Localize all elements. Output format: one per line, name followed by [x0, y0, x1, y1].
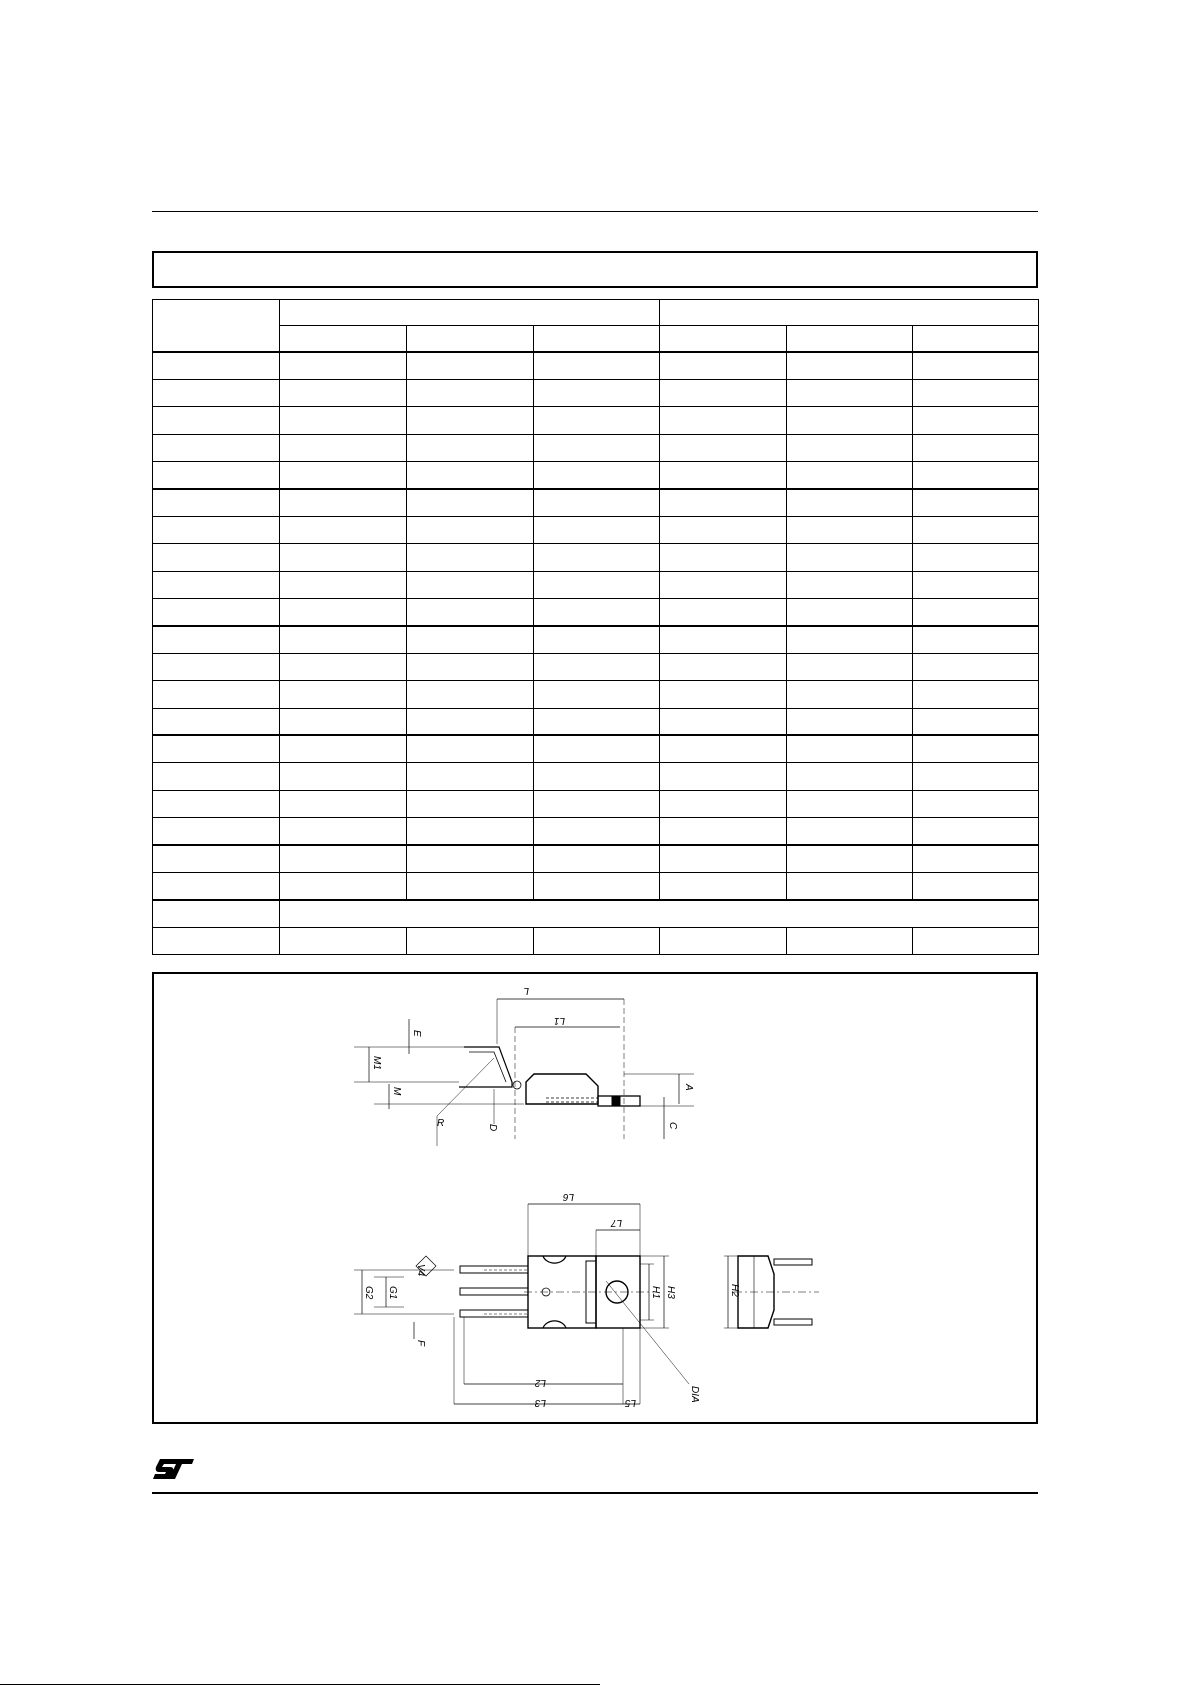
header-cell: [660, 326, 787, 352]
st-logo: [152, 1458, 196, 1485]
table-cell: [913, 489, 1039, 516]
table-cell: [280, 544, 407, 571]
table-cell: [534, 352, 660, 379]
table-cell: [534, 790, 660, 817]
table-cell: [534, 735, 660, 762]
table-cell: [787, 626, 913, 653]
table-row: [153, 571, 1039, 598]
table-cell: [660, 352, 787, 379]
table-cell: [913, 599, 1039, 626]
table-cell: [280, 434, 407, 461]
table-cell: [407, 872, 534, 899]
table-header-row-2: [153, 326, 1039, 352]
table-cell: [913, 708, 1039, 735]
label-A: A: [683, 1084, 694, 1091]
table-cell: [913, 818, 1039, 845]
table-cell: [660, 790, 787, 817]
table-cell: [660, 872, 787, 899]
table-cell: [280, 489, 407, 516]
table-cell: [153, 763, 280, 790]
table-cell: [787, 681, 913, 708]
table-row: [153, 653, 1039, 680]
table-cell: [534, 763, 660, 790]
table-cell: [787, 845, 913, 872]
table-cell: [280, 927, 407, 954]
header-cell: [913, 326, 1039, 352]
table-row: [153, 626, 1039, 653]
table-cell: [913, 872, 1039, 899]
table-cell: [407, 626, 534, 653]
label-M1: M1: [371, 1056, 382, 1070]
table-cell: [153, 571, 280, 598]
table-cell: [660, 571, 787, 598]
table-cell: [280, 516, 407, 543]
table-cell: [660, 735, 787, 762]
header-cell: [280, 326, 407, 352]
table-cell: [787, 352, 913, 379]
table-cell: [913, 544, 1039, 571]
table-cell: [534, 626, 660, 653]
table-cell: [280, 599, 407, 626]
label-L3: L3: [534, 1397, 546, 1408]
table-cell: [280, 845, 407, 872]
table-cell: [787, 516, 913, 543]
table-cell: [153, 927, 280, 954]
table-cell: [407, 407, 534, 434]
table-cell: [534, 872, 660, 899]
table-row: [153, 516, 1039, 543]
table-cell: [153, 352, 280, 379]
table-cell: [787, 927, 913, 954]
label-L1: L1: [553, 1015, 565, 1026]
label-V4: V4: [415, 1264, 426, 1277]
table-cell: [913, 845, 1039, 872]
table-cell: [660, 708, 787, 735]
table-cell: [534, 599, 660, 626]
table-cell: [153, 516, 280, 543]
table-row: [153, 900, 1039, 927]
table-cell: [153, 489, 280, 516]
header-rule: [152, 211, 1038, 212]
table-cell: [787, 571, 913, 598]
table-cell: [534, 818, 660, 845]
table-cell: [660, 845, 787, 872]
table-row: [153, 681, 1039, 708]
table-cell: [153, 462, 280, 489]
table-cell: [280, 763, 407, 790]
table-cell: [407, 763, 534, 790]
table-cell: [280, 735, 407, 762]
table-title-box: [152, 251, 1038, 288]
table-row: [153, 735, 1039, 762]
table-cell: [153, 599, 280, 626]
table-cell: [913, 626, 1039, 653]
table-row: [153, 599, 1039, 626]
table-cell: [534, 927, 660, 954]
table-cell: [407, 380, 534, 407]
table-cell: [787, 763, 913, 790]
table-cell: [153, 544, 280, 571]
table-cell: [534, 489, 660, 516]
header-inch-cell: [660, 300, 1039, 326]
table-cell: [913, 516, 1039, 543]
table-cell: [660, 681, 787, 708]
table-cell: [280, 818, 407, 845]
table-cell: [534, 845, 660, 872]
table-row: [153, 380, 1039, 407]
table-cell: [660, 653, 787, 680]
table-cell: [280, 380, 407, 407]
table-row: [153, 790, 1039, 817]
label-DIA: DIA: [689, 1386, 700, 1403]
table-cell: [407, 434, 534, 461]
table-cell: [407, 352, 534, 379]
table-cell: [153, 872, 280, 899]
table-cell: [913, 790, 1039, 817]
label-R: R: [437, 1118, 445, 1129]
table-cell: [407, 653, 534, 680]
table-cell: [280, 872, 407, 899]
table-cell: [787, 653, 913, 680]
package-drawing: [152, 972, 1038, 1424]
table-cell: [534, 516, 660, 543]
table-cell: [787, 407, 913, 434]
table-cell: [280, 407, 407, 434]
table-cell: [534, 407, 660, 434]
table-cell: [280, 352, 407, 379]
table-cell: [407, 735, 534, 762]
label-G1: G1: [387, 1286, 398, 1300]
table-cell: [280, 462, 407, 489]
label-D: D: [487, 1124, 498, 1132]
header-mm-cell: [280, 300, 660, 326]
table-row: [153, 544, 1039, 571]
label-L7: L7: [610, 1217, 622, 1228]
table-cell: [787, 599, 913, 626]
table-cell: [407, 927, 534, 954]
table-cell: [660, 489, 787, 516]
table-cell: [407, 489, 534, 516]
table-cell: [660, 927, 787, 954]
table-cell: [534, 544, 660, 571]
label-H3: H3: [665, 1286, 676, 1299]
table-cell: [913, 681, 1039, 708]
table-cell: [787, 462, 913, 489]
table-cell: [407, 462, 534, 489]
table-cell-merged: [280, 900, 1039, 927]
table-cell: [660, 516, 787, 543]
table-cell: [534, 434, 660, 461]
table-cell: [787, 489, 913, 516]
table-cell: [660, 407, 787, 434]
table-cell: [534, 708, 660, 735]
table-cell: [660, 380, 787, 407]
table-cell: [153, 434, 280, 461]
label-L5: L5: [624, 1397, 636, 1408]
table-cell: [280, 708, 407, 735]
table-cell: [787, 790, 913, 817]
table-cell: [407, 571, 534, 598]
table-cell: [153, 790, 280, 817]
table-cell: [153, 407, 280, 434]
header-cell: [787, 326, 913, 352]
label-C: C: [667, 1122, 678, 1130]
table-row: [153, 872, 1039, 899]
table-cell: [407, 845, 534, 872]
table-cell: [534, 462, 660, 489]
table-row: [153, 489, 1039, 516]
table-cell: [913, 434, 1039, 461]
header-cell: [534, 326, 660, 352]
table-cell: [153, 708, 280, 735]
label-L2: L2: [534, 1377, 546, 1388]
footer-rule: [152, 1492, 1038, 1494]
table-cell: [153, 653, 280, 680]
top-view-labels: [363, 1191, 700, 1408]
table-cell: [660, 626, 787, 653]
table-row: [153, 708, 1039, 735]
table-cell: [660, 599, 787, 626]
table-cell: [153, 900, 280, 927]
table-cell: [913, 352, 1039, 379]
table-cell: [913, 735, 1039, 762]
table-cell: [913, 763, 1039, 790]
table-cell: [913, 653, 1039, 680]
label-H1: H1: [650, 1286, 661, 1299]
table-cell: [534, 653, 660, 680]
table-cell: [660, 434, 787, 461]
label-G2: G2: [363, 1286, 374, 1300]
table-row: [153, 927, 1039, 954]
table-cell: [407, 544, 534, 571]
table-cell: [407, 708, 534, 735]
table-cell: [153, 735, 280, 762]
dimension-table: [152, 299, 1039, 955]
table-row: [153, 845, 1039, 872]
table-cell: [407, 516, 534, 543]
table-cell: [534, 380, 660, 407]
table-cell: [280, 790, 407, 817]
table-cell: [913, 927, 1039, 954]
label-M: M: [391, 1087, 402, 1096]
label-L: L: [523, 985, 529, 996]
label-F: F: [415, 1340, 426, 1347]
table-cell: [787, 735, 913, 762]
table-cell: [153, 626, 280, 653]
table-row: [153, 763, 1039, 790]
table-cell: [280, 571, 407, 598]
table-cell: [913, 380, 1039, 407]
table-cell: [660, 462, 787, 489]
table-cell: [913, 462, 1039, 489]
table-cell: [787, 708, 913, 735]
table-row: [153, 407, 1039, 434]
table-cell: [407, 599, 534, 626]
table-cell: [660, 818, 787, 845]
label-E: E: [411, 1030, 422, 1037]
table-cell: [280, 653, 407, 680]
table-cell: [534, 681, 660, 708]
table-cell: [153, 681, 280, 708]
table-row: [153, 818, 1039, 845]
table-cell: [660, 544, 787, 571]
table-cell: [787, 872, 913, 899]
table-cell: [787, 544, 913, 571]
table-row: [153, 434, 1039, 461]
table-row: [153, 352, 1039, 379]
table-body: [153, 352, 1039, 954]
table-cell: [913, 571, 1039, 598]
table-cell: [534, 571, 660, 598]
table-header-row-1: [153, 300, 1039, 326]
label-H2: H2: [729, 1284, 740, 1297]
table-cell: [153, 818, 280, 845]
label-L6: L6: [562, 1191, 574, 1202]
table-row: [153, 462, 1039, 489]
table-cell: [660, 763, 787, 790]
header-dim-cell: [153, 300, 280, 353]
side-view: [354, 999, 694, 1146]
table-cell: [280, 681, 407, 708]
top-view: [354, 1204, 689, 1404]
table-cell: [407, 681, 534, 708]
table-cell: [787, 434, 913, 461]
header-cell: [407, 326, 534, 352]
table-cell: [787, 818, 913, 845]
table-cell: [407, 818, 534, 845]
side-view-labels: [371, 985, 694, 1131]
table-cell: [407, 790, 534, 817]
table-cell: [153, 380, 280, 407]
table-cell: [153, 845, 280, 872]
table-cell: [280, 626, 407, 653]
table-cell: [913, 407, 1039, 434]
table-cell: [787, 380, 913, 407]
